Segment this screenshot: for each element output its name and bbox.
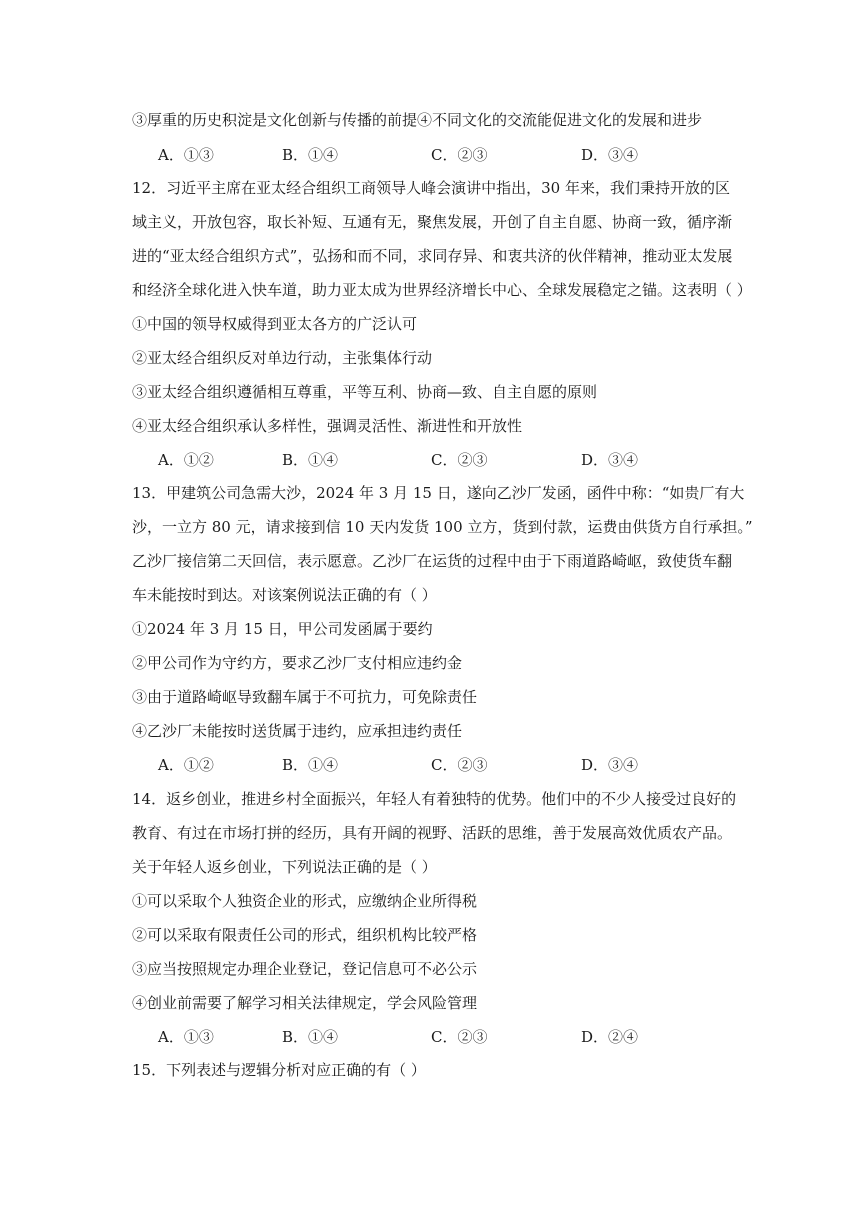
q12-option-c[interactable]: C．②③ (431, 451, 488, 469)
q13-options (158, 755, 718, 775)
q14-option-b[interactable]: B．①④ (282, 1028, 339, 1046)
q11-option-d[interactable]: D．③④ (581, 146, 639, 164)
q12-stem-line-4: 和经济全球化进入快车道，助力亚太成为世界经济增长中心、全球发展稳定之锚。这表明（ ） (132, 281, 752, 299)
q12-option-b[interactable]: B．①④ (282, 451, 339, 469)
q12-stem-line-3: 进的“亚太经合组织方式”，弘扬和而不同，求同存异、和衷共济的伙伴精神，推动亚太发展 (132, 247, 733, 265)
q11-option-c[interactable]: C．②③ (431, 146, 488, 164)
q14-stem-line-2: 教育、有过在市场打拼的经历，具有开阔的视野、活跃的思维，善于发展高效优质农产品。 (132, 824, 733, 842)
q12-statement-3: ③亚太经合组织遵循相互尊重，平等互利、协商—致、自主自愿的原则 (132, 383, 598, 401)
q13-option-c[interactable]: C．②③ (431, 756, 488, 774)
q12-statement-4: ④亚太经合组织承认多样性，强调灵活性、渐进性和开放性 (132, 417, 523, 435)
q14-statement-1: ①可以采取个人独资企业的形式，应缴纳企业所得税 (132, 892, 478, 910)
q11-option-a[interactable]: A．①③ (158, 146, 214, 164)
q15-stem-line-1: 15．下列表述与逻辑分析对应正确的有（ ） (132, 1061, 426, 1079)
q14-statement-4: ④创业前需要了解学习相关法律规定，学会风险管理 (132, 994, 478, 1012)
q12-option-a[interactable]: A．①② (158, 451, 214, 469)
q12-stem-line-2: 域主义，开放包容，取长补短、互通有无，聚焦发展，开创了自主自愿、协商一致，循序渐 (132, 213, 733, 231)
q13-option-a[interactable]: A．①② (158, 756, 214, 774)
q12-stem-line-1: 12．习近平主席在亚太经合组织工商领导人峰会演讲中指出，30 年来，我们秉持开放的区 (132, 179, 730, 197)
q13-statement-4: ④乙沙厂未能按时送货属于违约，应承担违约责任 (132, 722, 463, 740)
q14-option-a[interactable]: A．①③ (158, 1028, 214, 1046)
q13-statement-2: ②甲公司作为守约方，要求乙沙厂支付相应违约金 (132, 654, 463, 672)
q12-statement-1: ①中国的领导权威得到亚太各方的广泛认可 (132, 315, 418, 333)
q14-statement-2: ②可以采取有限责任公司的形式，组织机构比较严格 (132, 926, 478, 944)
q13-statement-3: ③由于道路崎岖导致翻车属于不可抗力，可免除责任 (132, 688, 478, 706)
q13-stem-line-4: 车未能按时到达。对该案例说法正确的有（ ） (132, 586, 437, 604)
q14-option-c[interactable]: C．②③ (431, 1028, 488, 1046)
q11-options (158, 145, 718, 165)
q14-option-d[interactable]: D．②④ (581, 1028, 639, 1046)
q13-stem-line-3: 乙沙厂接信第二天回信，表示愿意。乙沙厂在运货的过程中由于下雨道路崎岖，致使货车翻 (132, 552, 733, 570)
q14-stem-line-1: 14．返乡创业，推进乡村全面振兴，年轻人有着独特的优势。他们中的不少人接受过良好的 (132, 790, 737, 808)
q14-stem-line-3: 关于年轻人返乡创业，下列说法正确的是（ ） (132, 858, 437, 876)
q13-stem-line-2: 沙，一立方 80 元，请求接到信 10 天内发货 100 立方，货到付款，运费由供货方自行承担。” (132, 518, 753, 536)
q11-statement-line: ③厚重的历史积淀是文化创新与传播的前提④不同文化的交流能促进文化的发展和进步 (132, 111, 703, 129)
q14-options (158, 1027, 718, 1047)
q13-stem-line-1: 13．甲建筑公司急需大沙，2024 年 3 月 15 日，遂向乙沙厂发函，函件中称：“如贵厂有大 (132, 484, 745, 502)
q13-option-b[interactable]: B．①④ (282, 756, 339, 774)
q12-option-d[interactable]: D．③④ (581, 451, 639, 469)
q14-statement-3: ③应当按照规定办理企业登记，登记信息可不必公示 (132, 960, 478, 978)
q12-statement-2: ②亚太经合组织反对单边行动，主张集体行动 (132, 349, 433, 367)
q11-option-b[interactable]: B．①④ (282, 146, 339, 164)
q13-option-d[interactable]: D．③④ (581, 756, 639, 774)
q13-statement-1: ①2024 年 3 月 15 日，甲公司发函属于要约 (132, 620, 433, 638)
q12-options (158, 450, 718, 470)
